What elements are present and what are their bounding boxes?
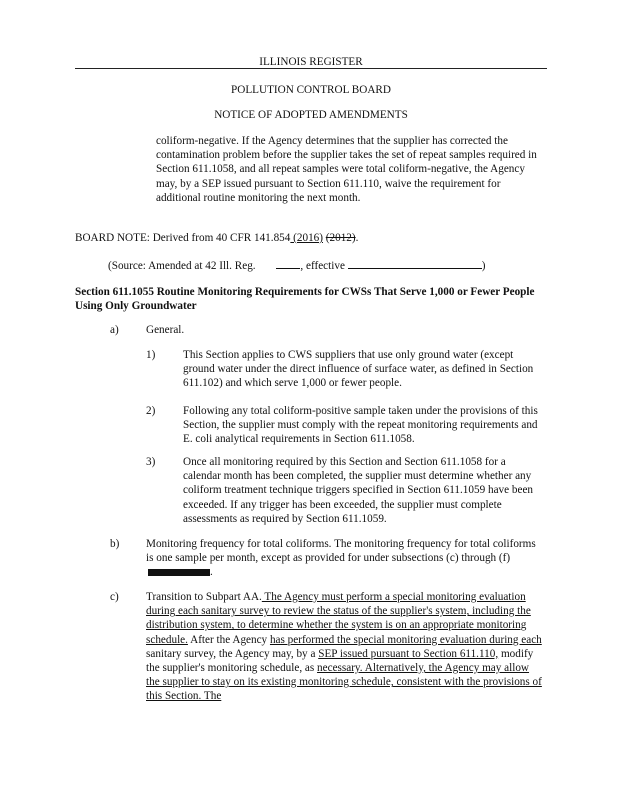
source-close: ) [481,260,486,272]
item-a3-text: Once all monitoring required by this Section and Section 611.1058 for a calendar month has been completed, the supplier must determine whether any coliform treatment technique triggers specified in Section 611.1059 have been exceeded. If any trigger has been exceeded, the supplier must complete assessments as required by Section 611.1059. [183,456,534,525]
redaction-bar [148,569,210,576]
item-c-text-4: sanitary survey, the Agency may, by a [146,647,319,660]
item-a3-label: 3) [146,456,156,468]
effective-date-blank [348,258,482,269]
notice-title: NOTICE OF ADOPTED AMENDMENTS [214,109,408,121]
item-b-end: . [210,566,213,579]
source-effective: , effective [300,260,345,272]
item-c-added-3: has performed the special monitoring evaluation during each [269,633,542,646]
continuation-paragraph: coliform-negative. If the Agency determines that the supplier has corrected the contamination problem before the supplier takes the set of repeat samples required in Section 611.1058, and all repeat samples were total coliform-negative, the Agency may, by a SEP issued pursuant to Section 611.110, waive the requirement for additional routine monitoring the next month. [156,135,537,204]
source-prefix: (Source: Amended at 42 Ill. Reg. [108,260,256,272]
item-c-paragraph [146,590,542,704]
item-b-text: Monitoring frequency for total coliforms. The monitoring frequency for total coliforms is one sample per month, except as provided for under subsections (c) through (f) [146,538,536,565]
board-note-prefix: BOARD NOTE: Derived from 40 CFR 141.854 [75,232,291,244]
board-note [75,231,545,245]
item-c-lead: Transition to Subpart AA. [146,591,262,603]
item-c-added-7: necessary. Alternatively, the Agency may allow the supplier to stay on its existing monitoring schedule, consistent with the provisions of this Section. The [146,662,542,703]
item-c-text-6: modify the supplier's monitoring schedule, as [146,647,534,675]
header-rule [75,68,547,69]
board-note-added: (2016) [290,232,323,244]
board-note-deleted: (2012) [325,232,356,244]
item-c-added-5: SEP issued pursuant to Section 611.110, [318,647,499,660]
section-title: Section 611.1055 Routine Monitoring Requirements for CWSs That Serve 1,000 or Fewer People Using Only Groundwater [75,286,535,313]
board-title: POLLUTION CONTROL BOARD [231,84,391,96]
item-c-text-2: After the Agency [187,633,270,646]
item-a2-label: 2) [146,405,156,417]
item-b-paragraph [146,537,542,580]
item-b-label: b) [110,538,120,550]
reg-page-blank [276,258,300,269]
item-a1-text: This Section applies to CWS suppliers that use only ground water (except ground water under the direct influence of surface water, as defined in Section 611.102) and which serve 1,000 or fewer people. [183,349,534,390]
item-c-added-1: The Agency must perform a special monitoring evaluation during each sanitary survey to review the status of the supplier's system, including the distribution system, to determine whether the system is on an appropriate monitoring schedule. [146,591,531,646]
item-a1-label: 1) [146,349,156,361]
source-line [108,258,548,273]
item-a-heading: General. [146,324,185,336]
item-a-label: a) [110,324,119,336]
board-note-suffix: . [355,232,359,244]
register-title: ILLINOIS REGISTER [259,56,363,68]
item-c-label: c) [110,591,119,603]
item-a2-text: Following any total coliform-positive sample taken under the provisions of this Section, the supplier must comply with the repeat monitoring requirements and E. coli analytical requirements in Section 611.1058. [183,405,538,446]
